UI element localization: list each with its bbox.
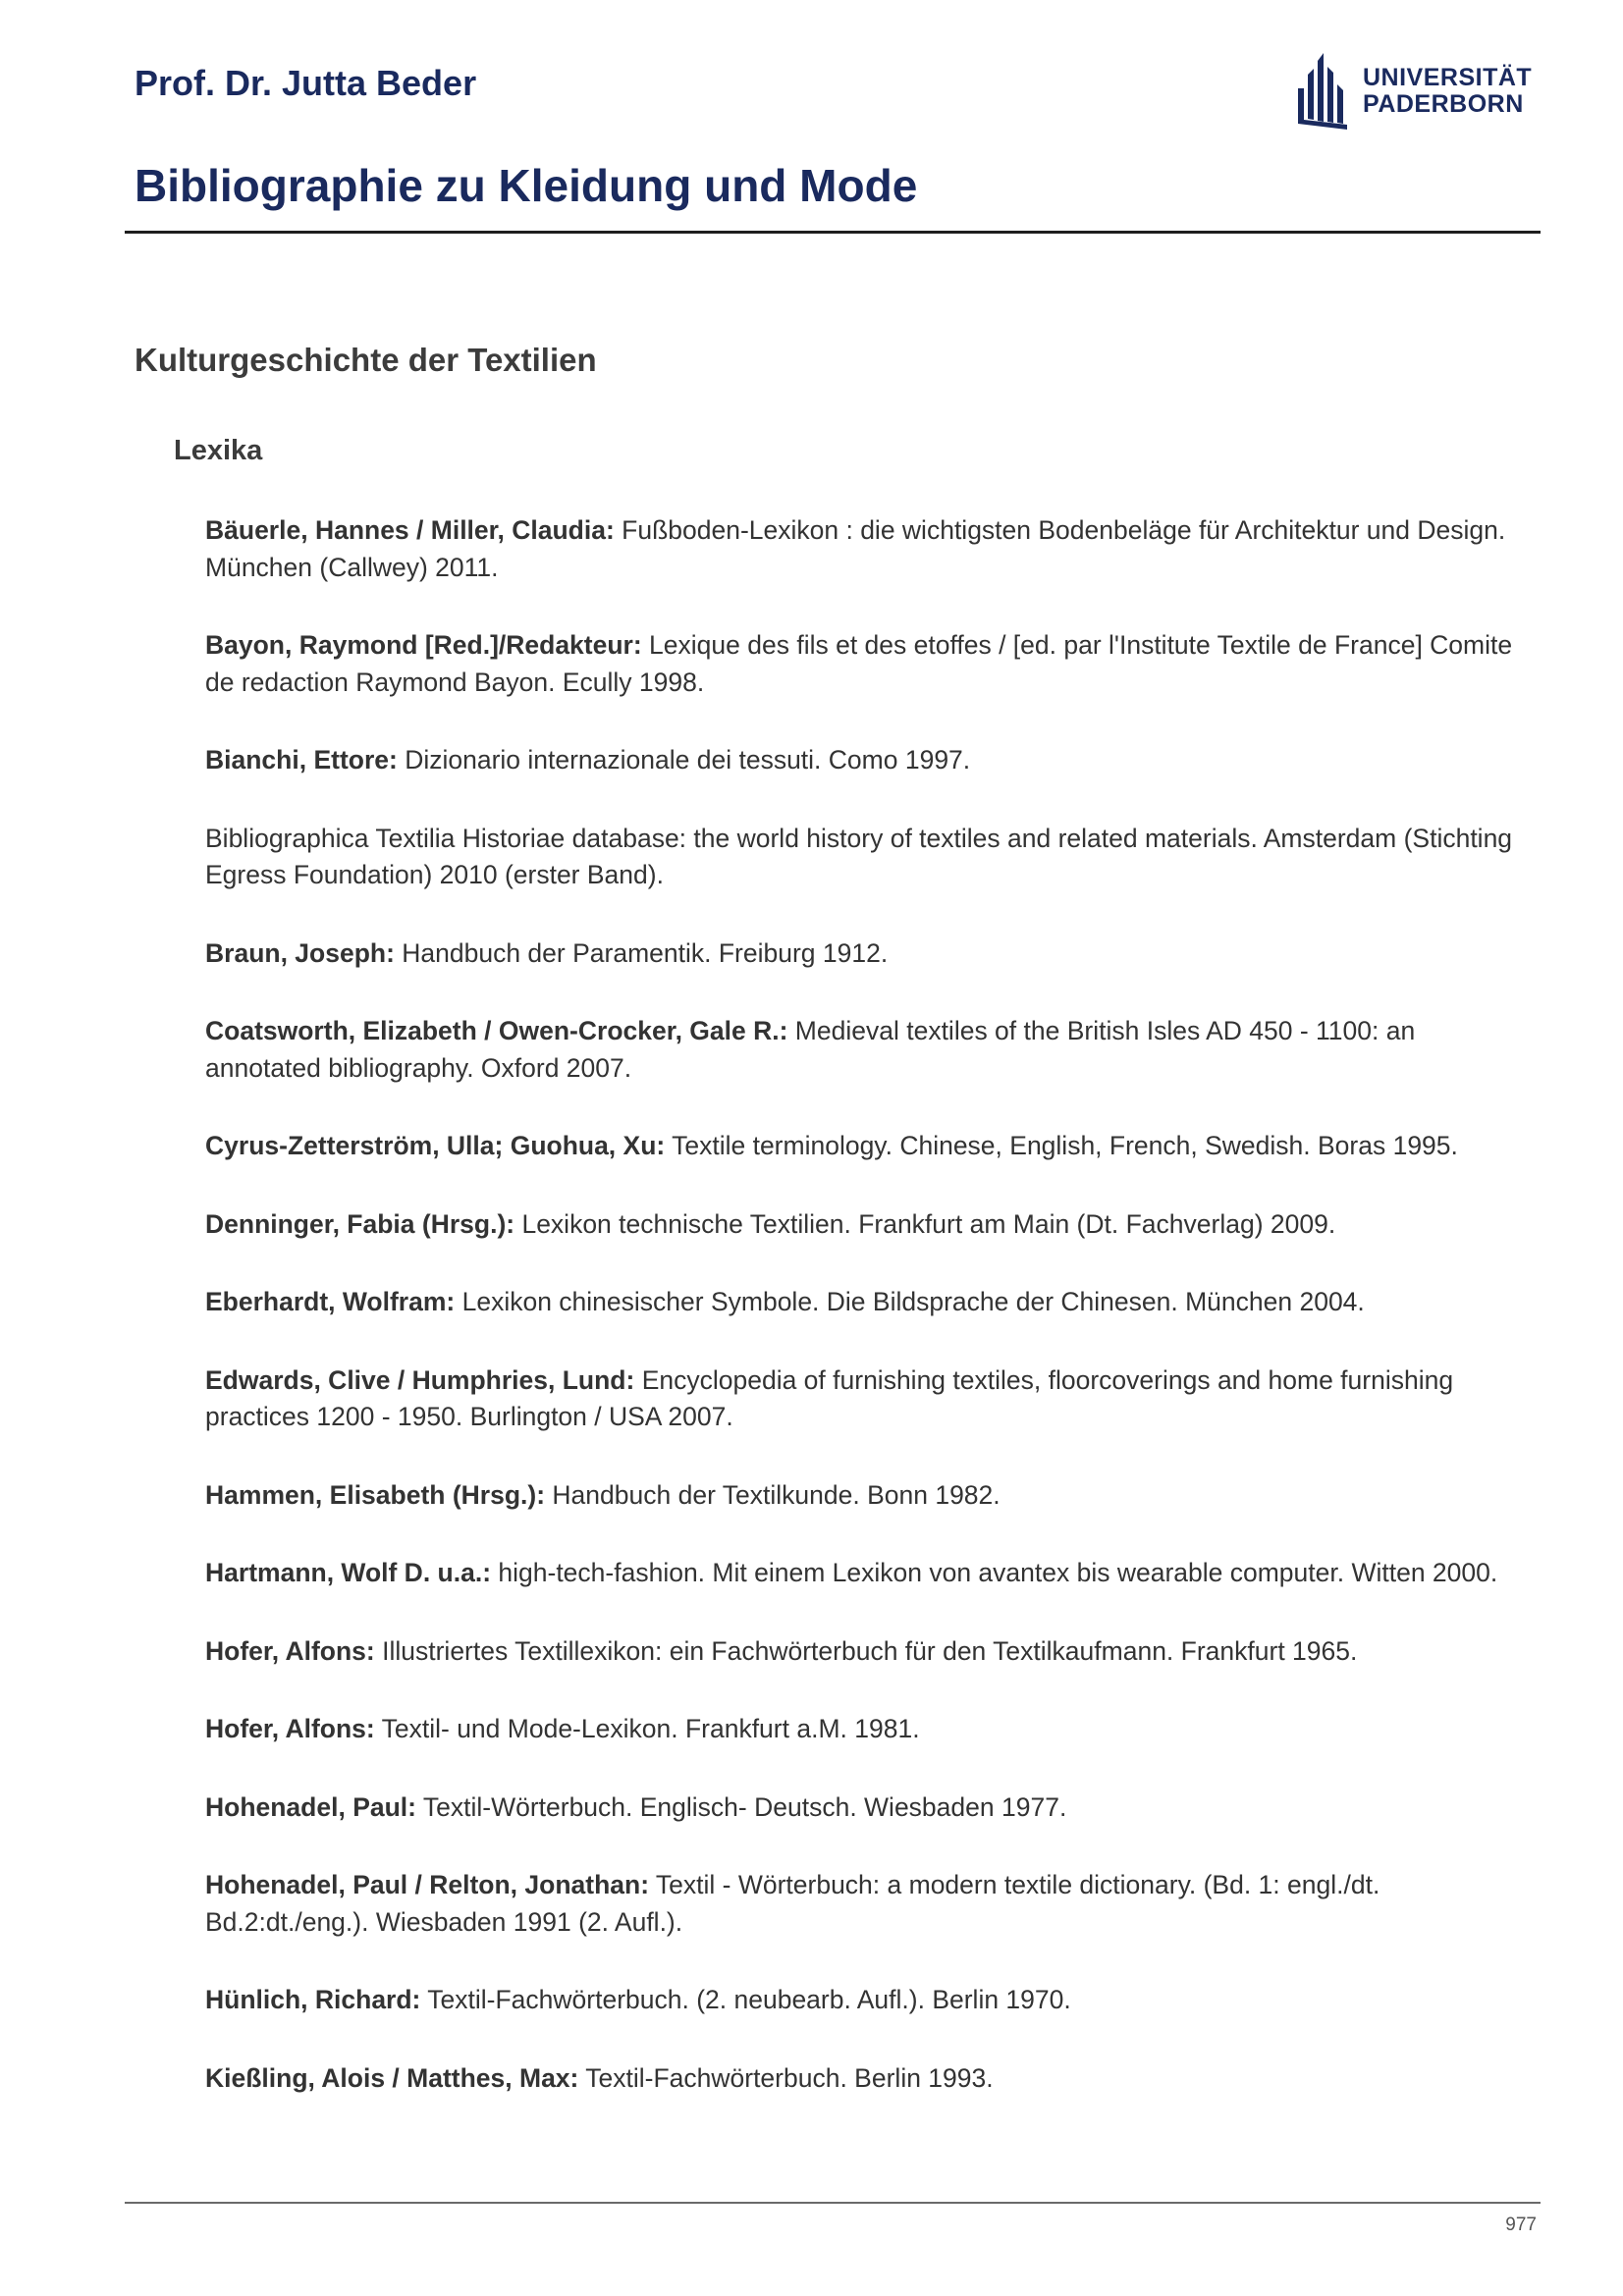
footer-divider xyxy=(125,2202,1541,2204)
entry-text: Textil-Fachwörterbuch. Berlin 1993. xyxy=(578,2062,994,2093)
entry-author: Edwards, Clive / Humphries, Lund: xyxy=(205,1364,635,1395)
university-paderborn-logo-icon xyxy=(1298,51,1353,132)
university-logo xyxy=(1298,51,1532,132)
entry-author: Hünlich, Richard: xyxy=(205,1985,421,2014)
logo-text xyxy=(1363,65,1532,118)
entry-author: Hofer, Alfons: xyxy=(205,1635,375,1666)
bibliography-entry xyxy=(205,1867,1526,1941)
bibliography-entry xyxy=(205,1982,1526,2019)
entry-text: high-tech-fashion. Mit einem Lexikon von avantex bis wearable computer. Witten 2000. xyxy=(491,1558,1498,1587)
entry-text: Textile terminology. Chinese, English, French, Swedish. Boras 1995. xyxy=(665,1131,1458,1160)
entry-text: Encyclopedia of furnishing textiles, floorcoverings and home furnishing practices 1200 - 1950. Burlington / USA 2007. xyxy=(205,1364,1454,1431)
entry-author: Hammen, Elisabeth (Hrsg.): xyxy=(205,1479,546,1510)
bibliography-entry xyxy=(205,2060,1526,2098)
entry-author: Eberhardt, Wolfram: xyxy=(205,1287,456,1316)
entry-text: Lexikon technische Textilien. Frankfurt am Main (Dt. Fachverlag) 2009. xyxy=(514,1208,1336,1239)
section-heading: Kulturgeschichte der Textilien xyxy=(135,342,597,378)
entry-text: Illustriertes Textillexikon: ein Fachwörterbuch für den Textilkaufmann. Frankfurt 1965. xyxy=(374,1635,1358,1666)
entry-author: Bayon, Raymond [Red.]/Redakteur: xyxy=(205,630,642,660)
page-number: 977 xyxy=(1505,2215,1537,2235)
entry-author: Hohenadel, Paul: xyxy=(205,1791,416,1822)
bibliography-entry xyxy=(205,1284,1526,1321)
author-name: Prof. Dr. Jutta Beder xyxy=(135,63,477,103)
entry-author: Cyrus-Zetterström, Ulla; Guohua, Xu: xyxy=(205,1131,666,1160)
entry-text: Medieval textiles of the British Isles AD 450 - 1100: an annotated bibliography. Oxford 2007. xyxy=(205,1016,1416,1083)
bibliography-entry xyxy=(205,821,1526,894)
entry-text: Lexique des fils et des etoffes / [ed. par l'Institute Textile de France] Comite de redaction Raymond Bayon. Ecully 1998. xyxy=(205,630,1513,697)
bibliography-entry xyxy=(205,512,1526,586)
logo-text-line2: PADERBORN xyxy=(1363,90,1524,118)
entry-author: Braun, Joseph: xyxy=(205,937,395,968)
entry-text: Textil-Wörterbuch. Englisch- Deutsch. Wiesbaden 1977. xyxy=(415,1791,1067,1822)
entry-text: Handbuch der Textilkunde. Bonn 1982. xyxy=(545,1479,1001,1510)
entry-text: Dizionario internazionale dei tessuti. Como 1997. xyxy=(397,745,971,774)
entry-text: Textil - Wörterbuch: a modern textile dictionary. (Bd. 1: engl./dt. Bd.2:dt./eng.). Wiesbaden 1991 (2. Aufl.). xyxy=(205,1870,1380,1937)
entry-author: Hartmann, Wolf D. u.a.: xyxy=(205,1558,492,1587)
bibliography-entry xyxy=(205,1633,1526,1671)
entry-text: Textil- und Mode-Lexikon. Frankfurt a.M. 1981. xyxy=(374,1714,920,1743)
document-title: Bibliographie zu Kleidung und Mode xyxy=(135,160,918,211)
entry-text: Fußboden-Lexikon : die wichtigsten Bodenbeläge für Architektur und Design. München (Callwey) 2011. xyxy=(205,515,1506,582)
entry-author: Bianchi, Ettore: xyxy=(205,745,398,774)
subsection-heading: Lexika xyxy=(174,435,263,466)
header-divider xyxy=(125,231,1541,234)
bibliography-entry xyxy=(205,935,1526,973)
entry-text: Handbuch der Paramentik. Freiburg 1912. xyxy=(394,937,889,968)
bibliography-entry xyxy=(205,1362,1526,1436)
entry-author: Hohenadel, Paul / Relton, Jonathan: xyxy=(205,1870,650,1899)
bibliography-entry xyxy=(205,1789,1526,1827)
entry-author: Denninger, Fabia (Hrsg.): xyxy=(205,1208,515,1239)
bibliography-list xyxy=(205,512,1526,2138)
bibliography-entry xyxy=(205,742,1526,779)
bibliography-entry xyxy=(205,1013,1526,1087)
bibliography-entry xyxy=(205,1477,1526,1515)
bibliography-entry xyxy=(205,627,1526,701)
bibliography-entry xyxy=(205,1555,1526,1592)
entry-text: Lexikon chinesischer Symbole. Die Bildsprache der Chinesen. München 2004. xyxy=(455,1287,1365,1316)
bibliography-entry xyxy=(205,1711,1526,1748)
entry-author: Bäuerle, Hannes / Miller, Claudia: xyxy=(205,515,615,545)
entry-author: Coatsworth, Elizabeth / Owen-Crocker, Gale R.: xyxy=(205,1016,788,1045)
entry-author: Hofer, Alfons: xyxy=(205,1714,375,1743)
entry-author: Kießling, Alois / Matthes, Max: xyxy=(205,2062,579,2093)
bibliography-entry xyxy=(205,1128,1526,1165)
bibliography-entry xyxy=(205,1206,1526,1244)
logo-text-line1: UNIVERSITÄT xyxy=(1363,64,1533,91)
entry-text: Bibliographica Textilia Historiae database: the world history of textiles and related materials. Amsterdam (Stichting Egress Foundation) 2010 (erster Band). xyxy=(205,823,1513,889)
entry-text: Textil-Fachwörterbuch. (2. neubearb. Aufl.). Berlin 1970. xyxy=(420,1985,1071,2014)
